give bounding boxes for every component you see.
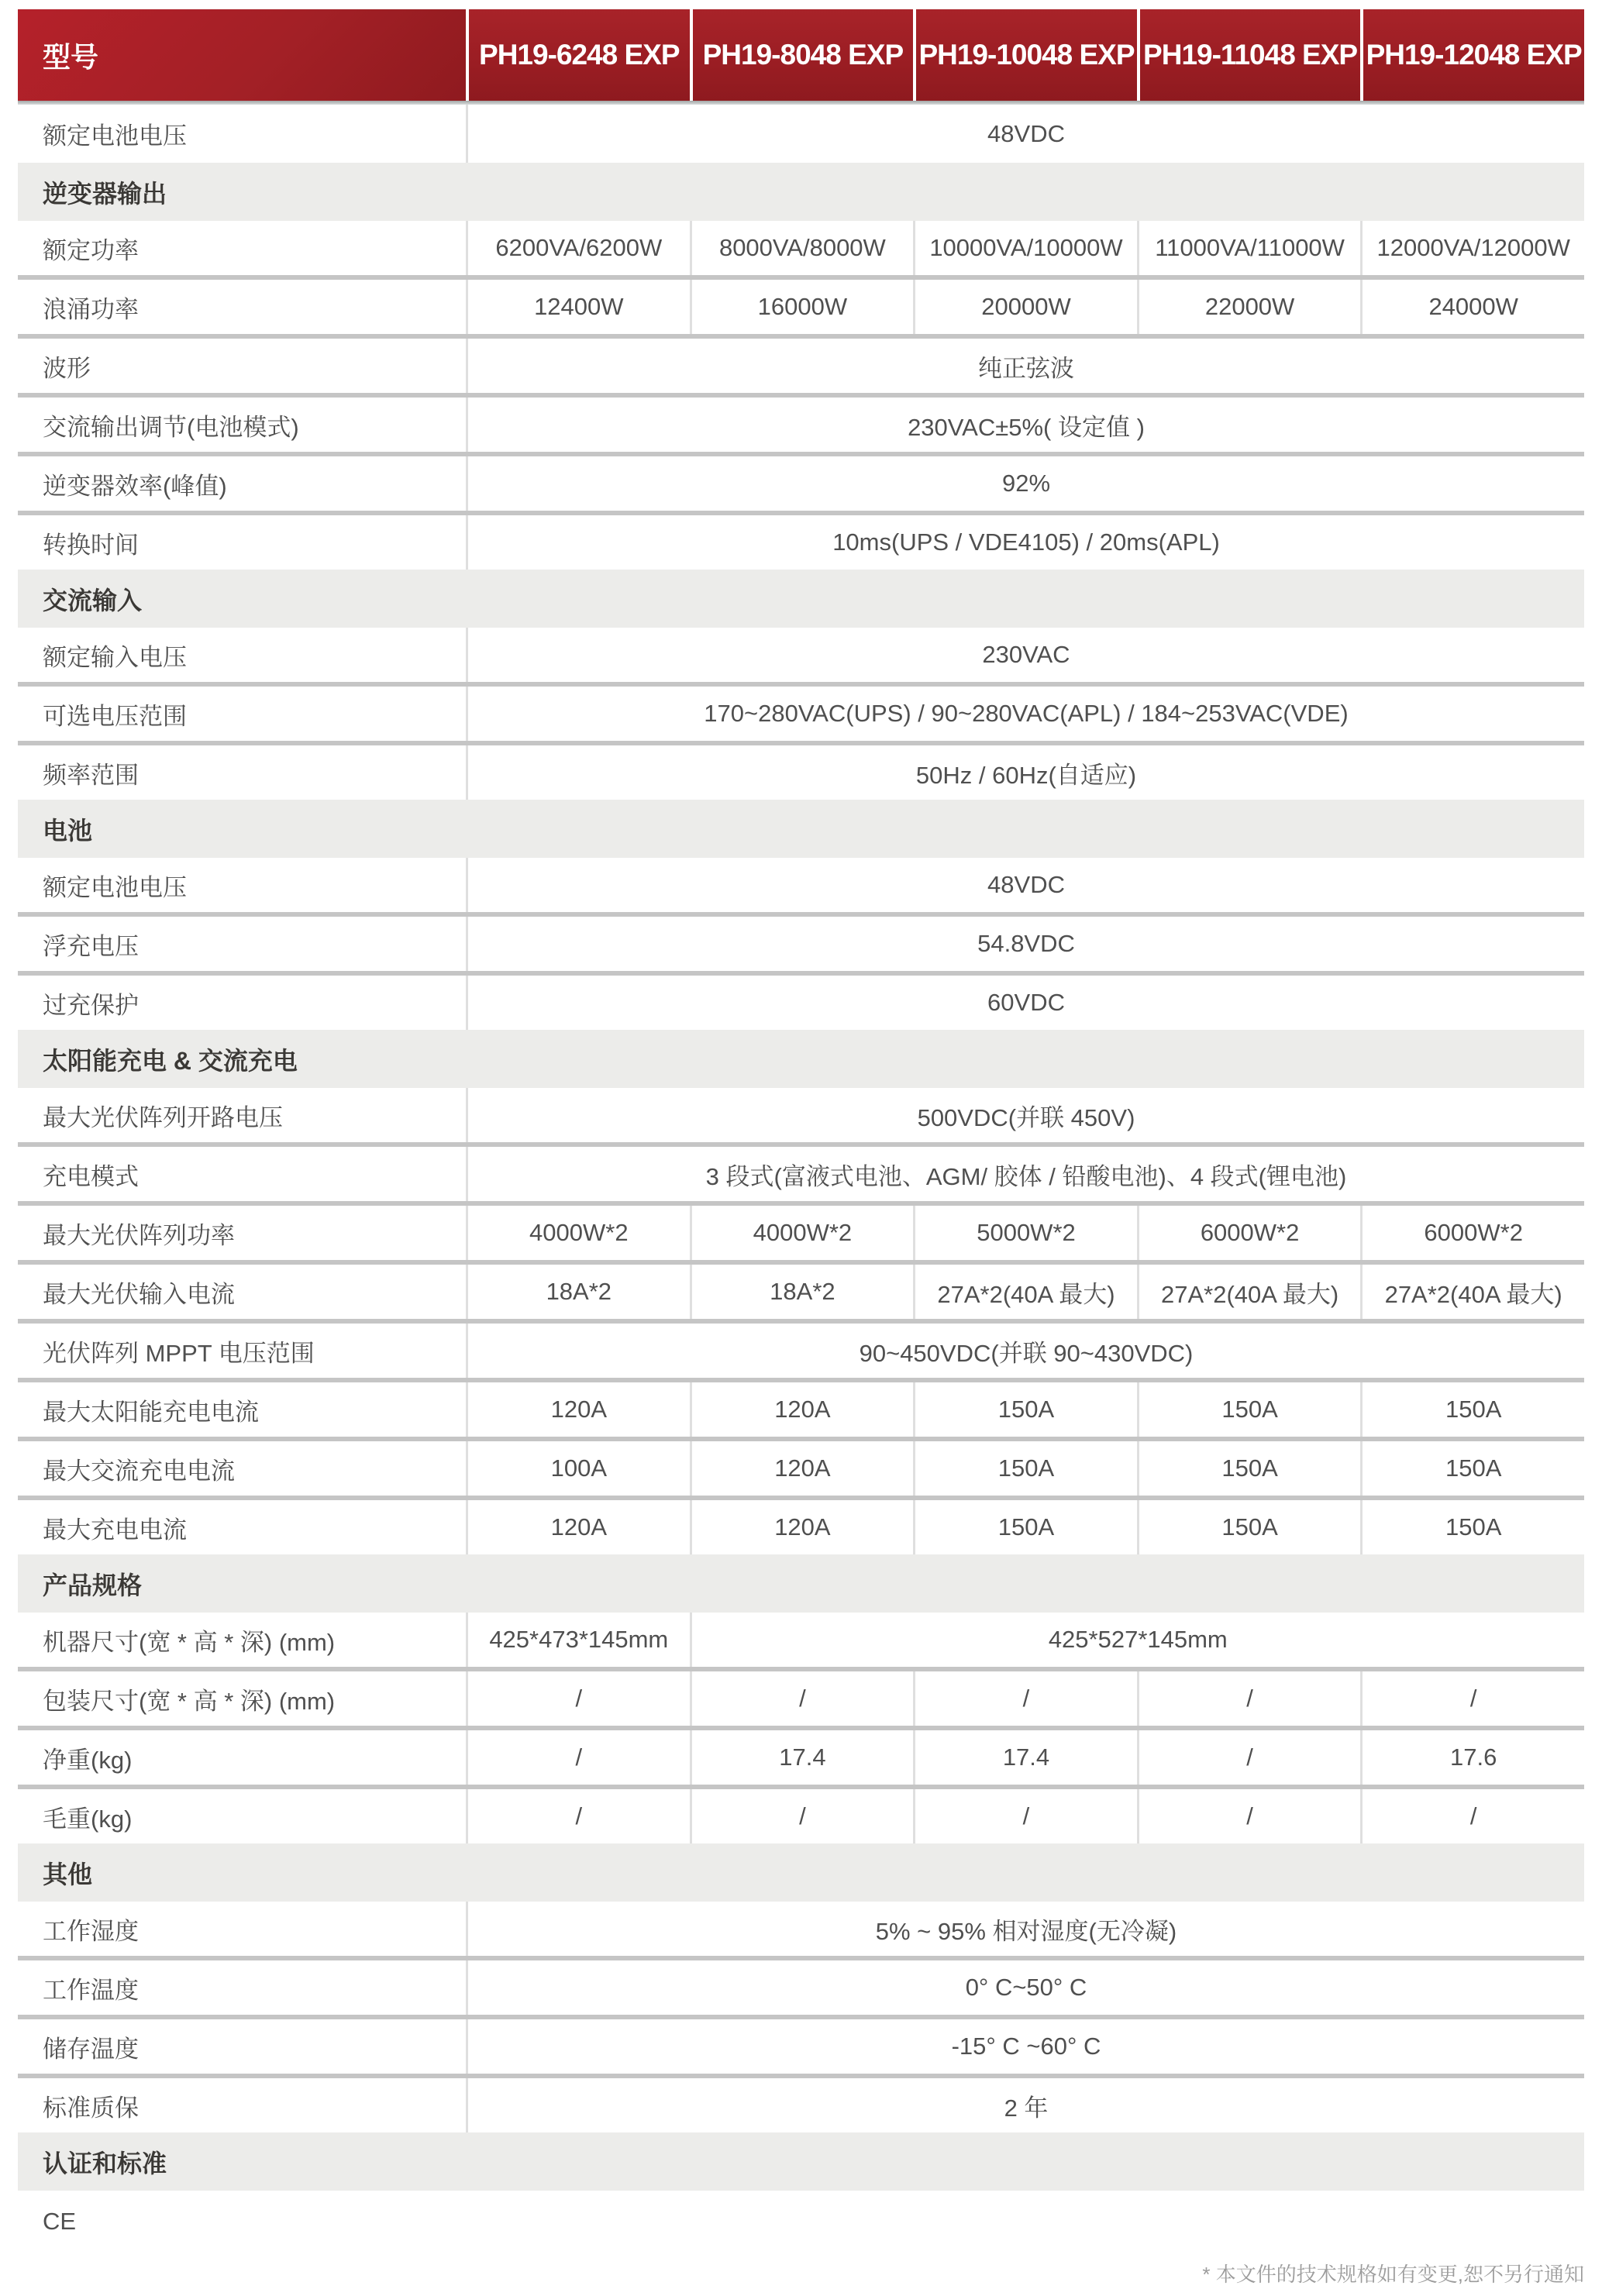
row-value-merged: -15° C ~60° C [466,2019,1584,2074]
row-value: 16000W [690,280,914,334]
row-value-merged: 3 段式(富液式电池、AGM/ 胶体 / 铅酸电池)、4 段式(锂电池) [466,1147,1584,1201]
row-value: 100A [466,1441,690,1496]
row-value: 150A [1137,1500,1361,1554]
table-row [18,221,1584,275]
row-value-merged: 10ms(UPS / VDE4105) / 20ms(APL) [466,515,1584,570]
row-value-merged: 230VAC [466,628,1584,682]
table-row [18,917,1584,971]
table-row [18,1960,1584,2015]
row-label: 波形 [43,354,91,382]
footer-disclaimer: * 本文件的技术规格如有变更,恕不另行通知 [1202,2263,1584,2286]
row-value: 18A*2 [466,1265,690,1319]
row-value: 18A*2 [690,1265,914,1319]
table-row [18,1671,1584,1726]
row-value: 24000W [1360,280,1584,334]
row-label: 储存温度 [43,2035,139,2063]
row-value: 120A [466,1500,690,1554]
row-label: 光伏阵列 MPPT 电压范围 [43,1339,315,1367]
header-model-3: PH19-10048 EXP [913,9,1137,101]
section-header: 电池 [18,800,1584,858]
row-value: / [1137,1789,1361,1843]
row-value: 120A [690,1382,914,1437]
row-value-merged: 90~450VDC(并联 90~430VDC) [466,1324,1584,1378]
row-label: 最大光伏阵列开路电压 [43,1103,283,1131]
row-label: 工作温度 [43,1976,139,2004]
table-row [18,1324,1584,1378]
row-value: / [1137,1730,1361,1785]
table-row [18,976,1584,1030]
table-row [18,398,1584,452]
row-value-merged: 2 年 [466,2078,1584,2132]
table-row [18,456,1584,511]
row-value-merged: 48VDC [466,105,1584,163]
row-value: 17.4 [913,1730,1137,1785]
row-label: 机器尺寸(宽 * 高 * 深) (mm) [43,1628,336,1656]
row-value-merged: 纯正弦波 [466,339,1584,393]
table-row [18,1382,1584,1437]
row-value: 150A [1360,1441,1584,1496]
row-value: 150A [1137,1441,1361,1496]
table-row [18,628,1584,682]
table-row [18,280,1584,334]
row-label: 过充保护 [43,991,139,1019]
row-label: 最大光伏阵列功率 [43,1221,235,1249]
row-value: 10000VA/10000W [913,221,1137,275]
row-label: 净重(kg) [43,1746,133,1774]
row-label: 包装尺寸(宽 * 高 * 深) (mm) [43,1687,336,1715]
row-label: 额定电池电压 [43,122,187,150]
certification-value: CE [43,2208,77,2235]
row-value-merged: 500VDC(并联 450V) [466,1088,1584,1142]
row-value: / [913,1671,1137,1726]
row-label: 最大光伏输入电流 [43,1280,235,1308]
header-model-label: 型号 [18,9,466,101]
section-header: 太阳能充电 & 交流充电 [18,1030,1584,1088]
row-value: 150A [913,1441,1137,1496]
table-row [18,1500,1584,1554]
table-row [18,1902,1584,1956]
table-row [18,105,1584,163]
section-header: 认证和标准 [18,2132,1584,2191]
row-label: 充电模式 [43,1162,139,1190]
table-row [18,1088,1584,1142]
row-value: 120A [466,1382,690,1437]
table-row [18,1441,1584,1496]
row-value: 11000VA/11000W [1137,221,1361,275]
row-value: 12000VA/12000W [1360,221,1584,275]
row-label: 可选电压范围 [43,702,187,730]
table-row [18,1789,1584,1843]
row-value: 6200VA/6200W [466,221,690,275]
row-value-merged: 60VDC [466,976,1584,1030]
row-label: 浪涌功率 [43,295,139,323]
row-value: 6000W*2 [1360,1206,1584,1260]
row-value-merged: 50Hz / 60Hz(自适应) [466,745,1584,800]
table-row [18,687,1584,741]
row-value: 20000W [913,280,1137,334]
table-row [18,1265,1584,1319]
table-row [18,858,1584,912]
row-label: 标准质保 [43,2094,139,2122]
row-label: 最大交流充电电流 [43,1457,235,1485]
row-value: 150A [1360,1382,1584,1437]
row-value: / [466,1789,690,1843]
row-value-merged: 170~280VAC(UPS) / 90~280VAC(APL) / 184~253VAC(VDE) [466,687,1584,741]
row-value-merged: 48VDC [466,858,1584,912]
spec-table [18,9,1584,2253]
row-label: 最大太阳能充电电流 [43,1398,259,1426]
row-label: 额定电池电压 [43,873,187,901]
table-row [18,1613,1584,1667]
row-value: 22000W [1137,280,1361,334]
row-value: 120A [690,1441,914,1496]
table-row [18,2191,1584,2253]
table-row [18,745,1584,800]
row-label: 工作湿度 [43,1917,139,1945]
row-value: 425*473*145mm [466,1613,690,1667]
row-label: 浮充电压 [43,932,139,960]
row-value: 12400W [466,280,690,334]
row-value: 150A [913,1382,1137,1437]
row-value: / [466,1730,690,1785]
row-value: 150A [913,1500,1137,1554]
section-header: 产品规格 [18,1554,1584,1613]
header-model-1: PH19-6248 EXP [466,9,690,101]
table-row [18,1147,1584,1201]
header-model-4: PH19-11048 EXP [1137,9,1361,101]
row-value: / [913,1789,1137,1843]
row-value-merged: 0° C~50° C [466,1960,1584,2015]
row-value: 5000W*2 [913,1206,1137,1260]
row-value: 27A*2(40A 最大) [1360,1265,1584,1319]
row-value-merged: 425*527*145mm [690,1613,1584,1667]
table-row [18,1730,1584,1785]
header-model-2: PH19-8048 EXP [690,9,914,101]
row-value: 150A [1360,1500,1584,1554]
row-value: 4000W*2 [690,1206,914,1260]
row-value-merged: 230VAC±5%( 设定值 ) [466,398,1584,452]
table-header-row [18,9,1584,101]
row-value: / [690,1671,914,1726]
section-header: 交流输入 [18,570,1584,628]
table-row [18,339,1584,393]
header-model-5: PH19-12048 EXP [1360,9,1584,101]
row-value: 17.6 [1360,1730,1584,1785]
row-value: 8000VA/8000W [690,221,914,275]
row-value: 27A*2(40A 最大) [1137,1265,1361,1319]
table-row [18,1206,1584,1260]
row-value-merged: 5% ~ 95% 相对湿度(无冷凝) [466,1902,1584,1956]
section-header: 其他 [18,1843,1584,1902]
row-value: 17.4 [690,1730,914,1785]
row-value: 4000W*2 [466,1206,690,1260]
table-row [18,515,1584,570]
row-label: 频率范围 [43,761,139,789]
row-value: / [466,1671,690,1726]
row-value: / [690,1789,914,1843]
row-label: 毛重(kg) [43,1805,133,1833]
table-row [18,2078,1584,2132]
row-label: 交流输出调节(电池模式) [43,413,299,441]
row-value: 150A [1137,1382,1361,1437]
row-value: 6000W*2 [1137,1206,1361,1260]
row-label: 最大充电电流 [43,1516,187,1544]
row-value-merged: 54.8VDC [466,917,1584,971]
row-value: 120A [690,1500,914,1554]
section-header: 逆变器输出 [18,163,1584,221]
table-row [18,2019,1584,2074]
row-label: 逆变器效率(峰值) [43,472,227,500]
row-value: / [1137,1671,1361,1726]
row-label: 额定功率 [43,236,139,264]
row-label: 转换时间 [43,531,139,559]
row-value: / [1360,1789,1584,1843]
row-label: 额定输入电压 [43,643,187,671]
row-value: 27A*2(40A 最大) [913,1265,1137,1319]
row-value-merged: 92% [466,456,1584,511]
row-value: / [1360,1671,1584,1726]
